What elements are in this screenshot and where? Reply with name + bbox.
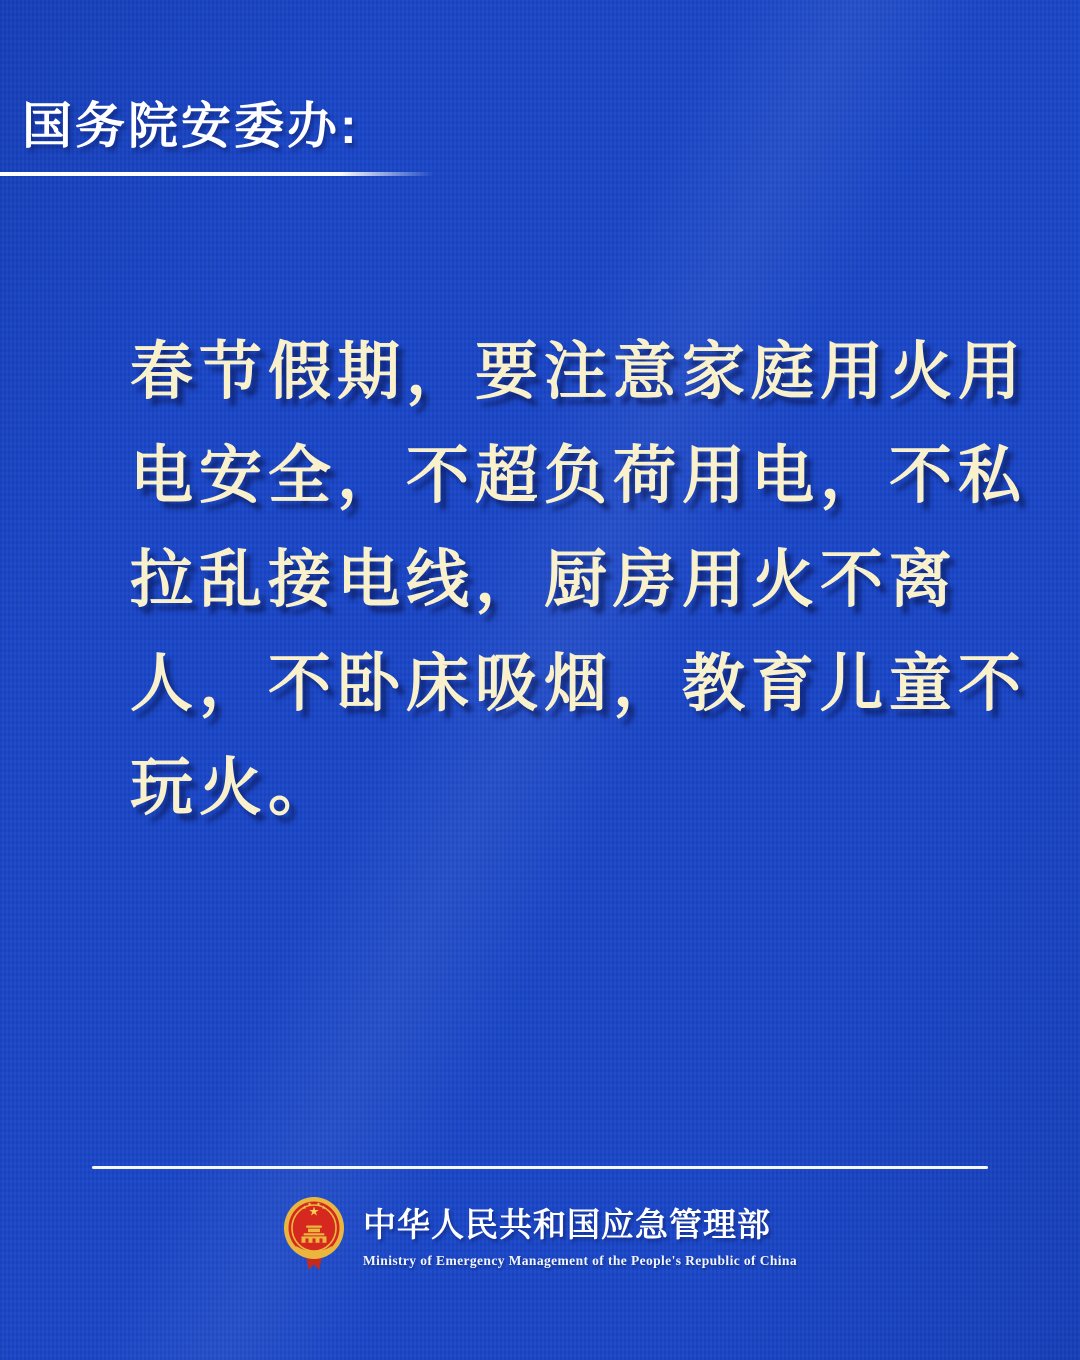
header-underline	[0, 172, 434, 176]
ministry-logo	[283, 1196, 797, 1272]
header-title: 国务院安委办:	[22, 98, 360, 154]
china-national-emblem-icon	[283, 1196, 345, 1272]
body-line: 拉乱接电线，厨房用火不离	[130, 545, 958, 615]
body-line: 玩火。	[130, 753, 337, 823]
ministry-name-cn: 中华人民共和国应急管理部	[363, 1206, 771, 1243]
ministry-name-en: Ministry of Emergency Management of the People's Republic of China	[363, 1253, 797, 1268]
body-text	[130, 320, 1027, 840]
body-line: 春节假期，要注意家庭用火用	[130, 337, 1027, 407]
body-line: 电安全，不超负荷用电，不私	[130, 441, 1027, 511]
body-line: 人，不卧床吸烟，教育儿童不	[130, 649, 1027, 719]
footer-divider	[92, 1166, 988, 1169]
ministry-name-block	[363, 1199, 797, 1269]
